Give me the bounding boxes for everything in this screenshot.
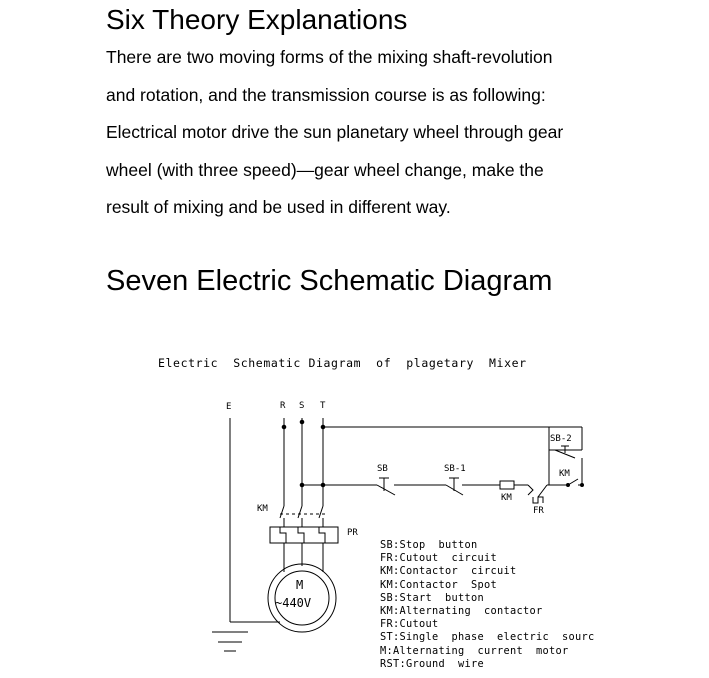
diagram-legend [380,539,594,671]
label-motor-voltage: ~440V [275,596,312,610]
control-circuit [302,427,582,485]
start-button-sb1 [446,478,463,495]
label-s: S [299,401,305,411]
label-e: E [226,402,232,412]
label-sb: SB [377,464,388,474]
phase-lines [282,418,325,506]
legend-item: ST:Single phase electric sourc [380,631,595,644]
legend-item: RST:Ground wire [380,657,484,670]
label-sb2: SB-2 [550,434,572,444]
label-km-coil: KM [501,493,512,503]
label-km-contact: KM [559,469,570,479]
label-fr: FR [533,506,544,516]
paragraph-line: result of mixing and be used in different way. [106,197,451,218]
legend-item: SB:Stop button [380,539,478,551]
label-sb1: SB-1 [444,464,466,474]
km-coil [500,481,514,489]
legend-item: M:Alternating current motor [380,644,569,657]
paragraph-line: and rotation, and the transmission course is as following: [106,84,546,105]
paragraph-line: Electrical motor drive the sun planetary wheel through gear [106,122,564,143]
legend-item: SB:Start button [380,591,484,604]
label-t: T [320,401,326,411]
diagram-title: Electric Schematic Diagram of plagetary Mixer [158,356,527,370]
legend-item: KM:Contactor Spot [380,578,497,591]
legend-item: FR:Cutout [380,618,439,631]
label-r: R [280,401,286,411]
section-six-title: Six Theory Explanations [106,4,408,35]
label-km-main: KM [257,504,268,514]
label-motor-m: M [296,578,304,592]
paragraph-line: There are two moving forms of the mixing shaft-revolution [106,47,553,67]
legend-item: KM:Contactor circuit [380,565,517,578]
label-pr: PR [347,528,358,538]
section-seven-title: Seven Electric Schematic Diagram [106,265,553,297]
stop-button-sb [377,478,395,495]
legend-item: KM:Alternating contactor [380,605,543,618]
paragraph-line: wheel (with three speed)—gear wheel change, make the [106,159,544,180]
main-contactor-km [280,506,327,518]
cutout-fr [528,485,547,503]
legend-item: FR:Cutout circuit [380,552,497,565]
